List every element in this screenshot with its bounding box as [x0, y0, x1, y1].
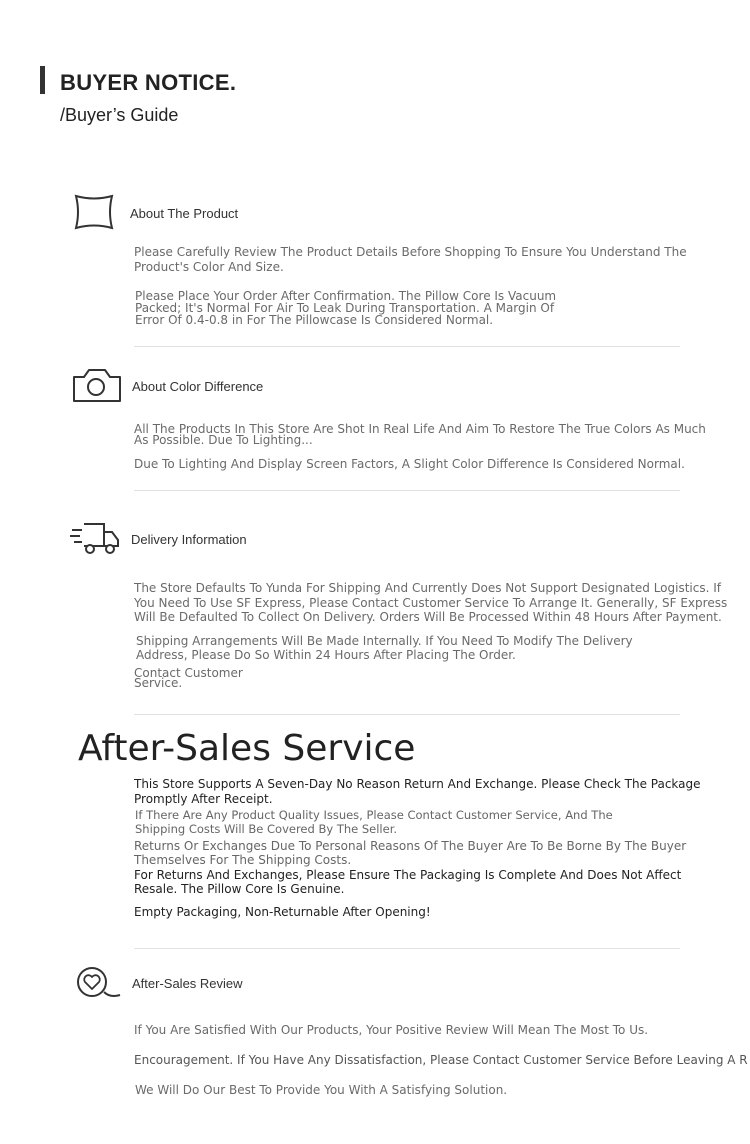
color-paragraph-2: Due To Lighting And Display Screen Factors, A Slight Color Difference Is Considered Normal.: [134, 457, 685, 471]
delivery-paragraph-3: Contact Customer Service.: [134, 666, 243, 690]
after-sales-paragraph-4: For Returns And Exchanges, Please Ensure The Packaging Is Complete And Does Not Affect Resale. The Pillow Core Is Genuine.: [134, 868, 682, 896]
camera-icon: [71, 366, 123, 404]
review-paragraph-1: If You Are Satisfied With Our Products, Your Positive Review Will Mean The Most To Us.: [134, 1023, 649, 1037]
section-divider: [134, 346, 680, 347]
review-paragraph-2: Encouragement. If You Have Any Dissatisfaction, Please Contact Customer Service Before Leaving A R: [134, 1053, 748, 1067]
delivery-paragraph-1: The Store Defaults To Yunda For Shipping And Currently Does Not Support Designated Logistics. If You Need To Use SF Express, Please Contact Customer Service To Arrange It. Generally, SF Express Will Be Defaulted To Collect On Delivery. Orders Will Be Processed Within 48 Hours After Payment.: [134, 581, 728, 624]
after-sales-paragraph-2: If There Are Any Product Quality Issues, Please Contact Customer Service, And The Shipping Costs Will Be Covered By The Seller.: [135, 808, 613, 836]
page-title: BUYER NOTICE.: [60, 70, 237, 95]
color-paragraph-1: All The Products In This Store Are Shot In Real Life And Aim To Restore The True Colors As Much As Possible. Due To Lighting...: [134, 422, 706, 447]
section-heading-after-sales: After-Sales Service: [78, 728, 416, 769]
after-sales-paragraph-5: Empty Packaging, Non-Returnable After Opening!: [134, 905, 431, 919]
after-sales-paragraph-3: Returns Or Exchanges Due To Personal Reasons Of The Buyer Are To Be Borne By The Buyer Themselves For The Shipping Costs.: [134, 839, 687, 867]
product-paragraph-2: Please Place Your Order After Confirmation. The Pillow Core Is Vacuum Packed; It's Normal For Air To Leak During Transportation. A Margin Of Error Of 0.4-0.8 in For The Pillowcase Is Considered Normal.: [135, 289, 557, 327]
product-paragraph-1: Please Carefully Review The Product Details Before Shopping To Ensure You Understand The Product's Color And Size.: [134, 245, 687, 274]
section-heading-color: About Color Difference: [132, 379, 264, 394]
section-heading-product: About The Product: [130, 206, 239, 221]
section-divider: [134, 948, 680, 949]
after-sales-paragraph-1: This Store Supports A Seven-Day No Reason Return And Exchange. Please Check The Package Promptly After Receipt.: [134, 777, 701, 806]
section-heading-review: After-Sales Review: [132, 976, 243, 991]
delivery-paragraph-2: Shipping Arrangements Will Be Made Internally. If You Need To Modify The Delivery Address, Please Do So Within 24 Hours After Placing The Order.: [136, 634, 633, 662]
review-paragraph-3: We Will Do Our Best To Provide You With A Satisfying Solution.: [135, 1083, 508, 1097]
section-divider: [134, 490, 680, 491]
section-divider: [134, 714, 680, 715]
section-heading-delivery: Delivery Information: [131, 532, 247, 547]
page-subtitle: /Buyer’s Guide: [60, 105, 179, 125]
title-accent-bar: [40, 66, 45, 94]
truck-icon: [70, 520, 122, 556]
heart-chat-icon: [74, 965, 122, 1001]
pillow-icon: [72, 193, 116, 231]
